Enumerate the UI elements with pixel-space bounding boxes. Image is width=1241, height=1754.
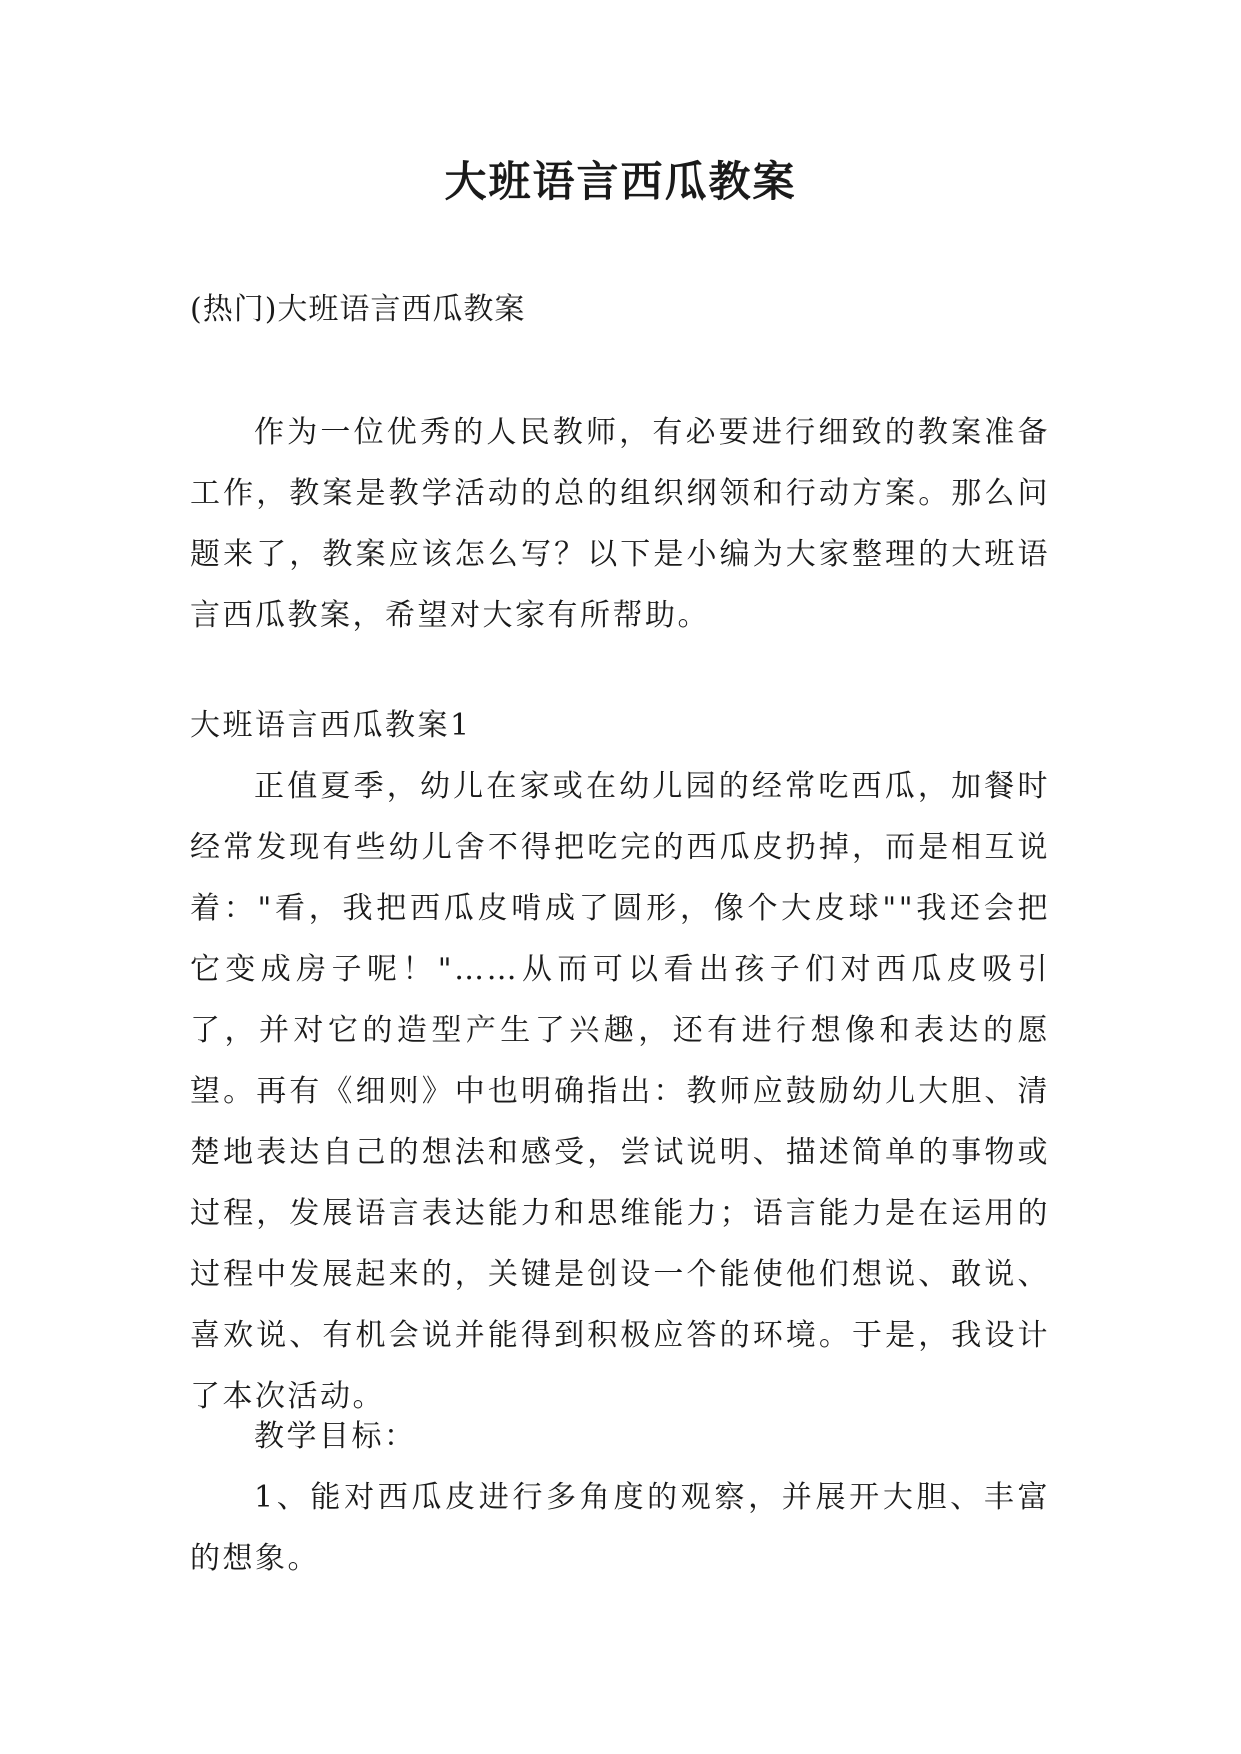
document-title: 大班语言西瓜教案 — [444, 157, 797, 206]
intro-paragraph: 作为一位优秀的人民教师，有必要进行细致的教案准备工作，教案是教学活动的总的组织纲领和行动方案。那么问题来了，教案应该怎么写？以下是小编为大家整理的大班语言西瓜教案，希望对大家有所帮助。 — [190, 415, 1050, 633]
section-heading: 大班语言西瓜教案1 — [190, 708, 472, 743]
document-subtitle: (热门)大班语言西瓜教案 — [190, 292, 526, 327]
goals-label: 教学目标： — [254, 1419, 417, 1454]
goal-item-1: 1、能对西瓜皮进行多角度的观察，并展开大胆、丰富的想象。 — [190, 1480, 1050, 1576]
section-paragraph: 正值夏季，幼儿在家或在幼儿园的经常吃西瓜，加餐时经常发现有些幼儿舍不得把吃完的西瓜皮扔掉，而是相互说着："看，我把西瓜皮啃成了圆形，像个大皮球""我还会把它变成房子呢！"……从而可以看出孩子们对西瓜皮吸引了，并对它的造型产生了兴趣，还有进行想像和表达的愿望。再有《细则》中也明确指出：教师应鼓励幼儿大胆、清楚地表达自己的想法和感受，尝试说明、描述简单的事物或过程，发展语言表达能力和思维能力；语言能力是在运用的过程中发展起来的，关键是创设一个能使他们想说、敢说、喜欢说、有机会说并能得到积极应答的环境。于是，我设计了本次活动。 — [190, 769, 1050, 1414]
